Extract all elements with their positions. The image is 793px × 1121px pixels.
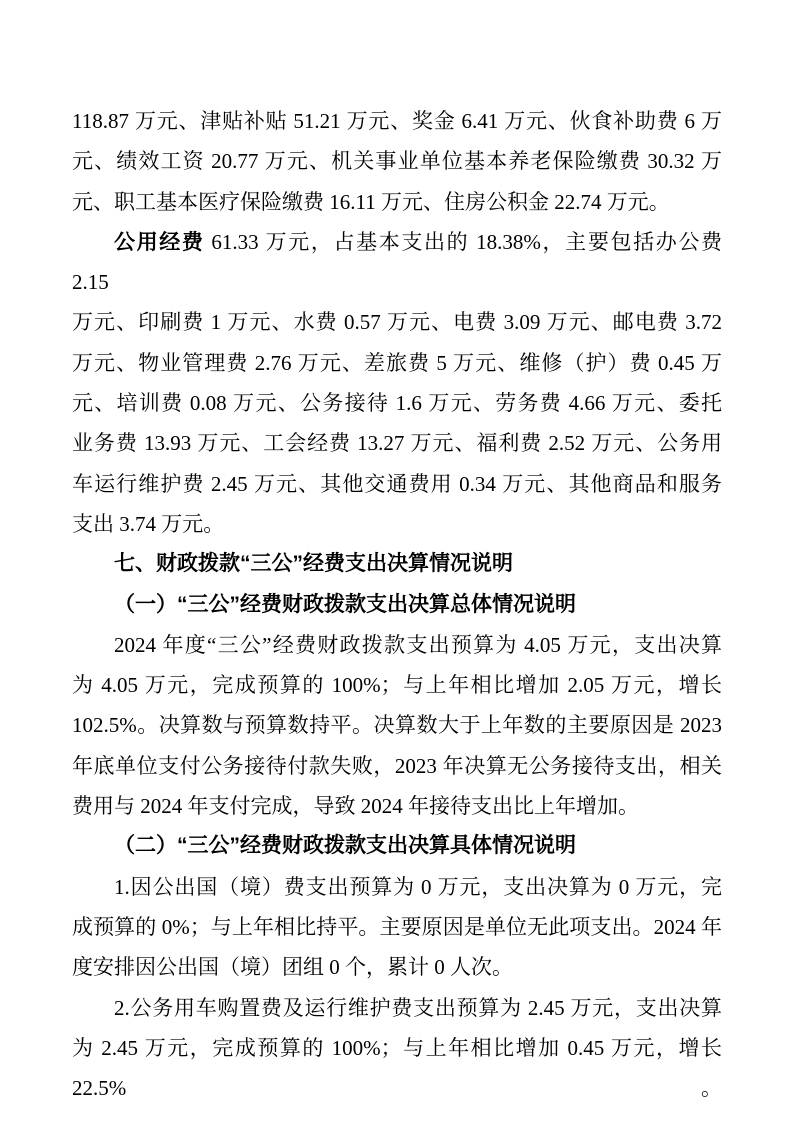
paragraph-line: 为 2.45 万元，完成预算的 100%；与上年相比增加 0.45 万元，增长 22.5%。 <box>72 1035 722 1101</box>
subsection-heading: （二）“三公”经费财政拨款支出决算具体情况说明 <box>114 834 576 858</box>
paragraph-line: 1.因公出国（境）费支出预算为 0 万元，支出决算为 0 万元，完 <box>114 874 722 899</box>
paragraph-line: 成预算的 0%；与上年相比持平。主要原因是单位无此项支出。2024 年 <box>72 914 722 939</box>
paragraph-text: 61.33 万元，占基本支出的 18.38%，主要包括办公费 2.15 <box>72 229 722 295</box>
paragraph-line: 支出 3.74 万元。 <box>72 511 225 536</box>
paragraph-line: 业务费 13.93 万元、工会经费 13.27 万元、福利费 2.52 万元、公务用 <box>72 431 722 456</box>
paragraph-line: 元、培训费 0.08 万元、公务接待 1.6 万元、劳务费 4.66 万元、委托 <box>72 391 722 416</box>
paragraph-line: 2.公务用车购置费及运行维护费支出预算为 2.45 万元，支出决算 <box>114 995 722 1020</box>
document-text-block <box>72 101 722 1108</box>
paragraph-line: 度安排因公出国（境）团组 0 个，累计 0 人次。 <box>72 955 513 980</box>
paragraph-line: 118.87 万元、津贴补贴 51.21 万元、奖金 6.41 万元、伙食补助费 6 万 <box>72 109 722 133</box>
paragraph-line: 年底单位支付公务接待付款失败，2023 年决算无公务接待支出，相关 <box>72 753 722 778</box>
paragraph-line: 元、绩效工资 20.77 万元、机关事业单位基本养老保险缴费 30.32 万 <box>72 149 722 174</box>
bold-run: 公用经费 <box>114 229 205 254</box>
paragraph-line: 为 4.05 万元，完成预算的 100%；与上年相比增加 2.05 万元，增长 <box>72 673 722 698</box>
paragraph-line: 2024 年度“三公”经费财政拨款支出预算为 4.05 万元，支出决算 <box>114 632 722 657</box>
paragraph-line: 102.5%。决算数与预算数持平。决算数大于上年数的主要原因是 2023 <box>72 713 722 738</box>
subsection-heading: （一）“三公”经费财政拨款支出决算总体情况说明 <box>114 592 576 616</box>
paragraph-line: 车运行维护费 2.45 万元、其他交通费用 0.34 万元、其他商品和服务 <box>72 471 722 496</box>
section-heading: 七、财政拨款“三公”经费支出决算情况说明 <box>114 552 513 576</box>
paragraph-line: 万元、印刷费 1 万元、水费 0.57 万元、电费 3.09 万元、邮电费 3.72 <box>72 310 722 335</box>
paragraph-line <box>72 222 722 303</box>
paragraph-line: 元、职工基本医疗保险缴费 16.11 万元、住房公积金 22.74 万元。 <box>72 189 670 214</box>
paragraph-line: 万元、物业管理费 2.76 万元、差旅费 5 万元、维修（护）费 0.45 万 <box>72 350 722 375</box>
paragraph-line: 费用与 2024 年支付完成，导致 2024 年接待支出比上年增加。 <box>72 794 639 819</box>
